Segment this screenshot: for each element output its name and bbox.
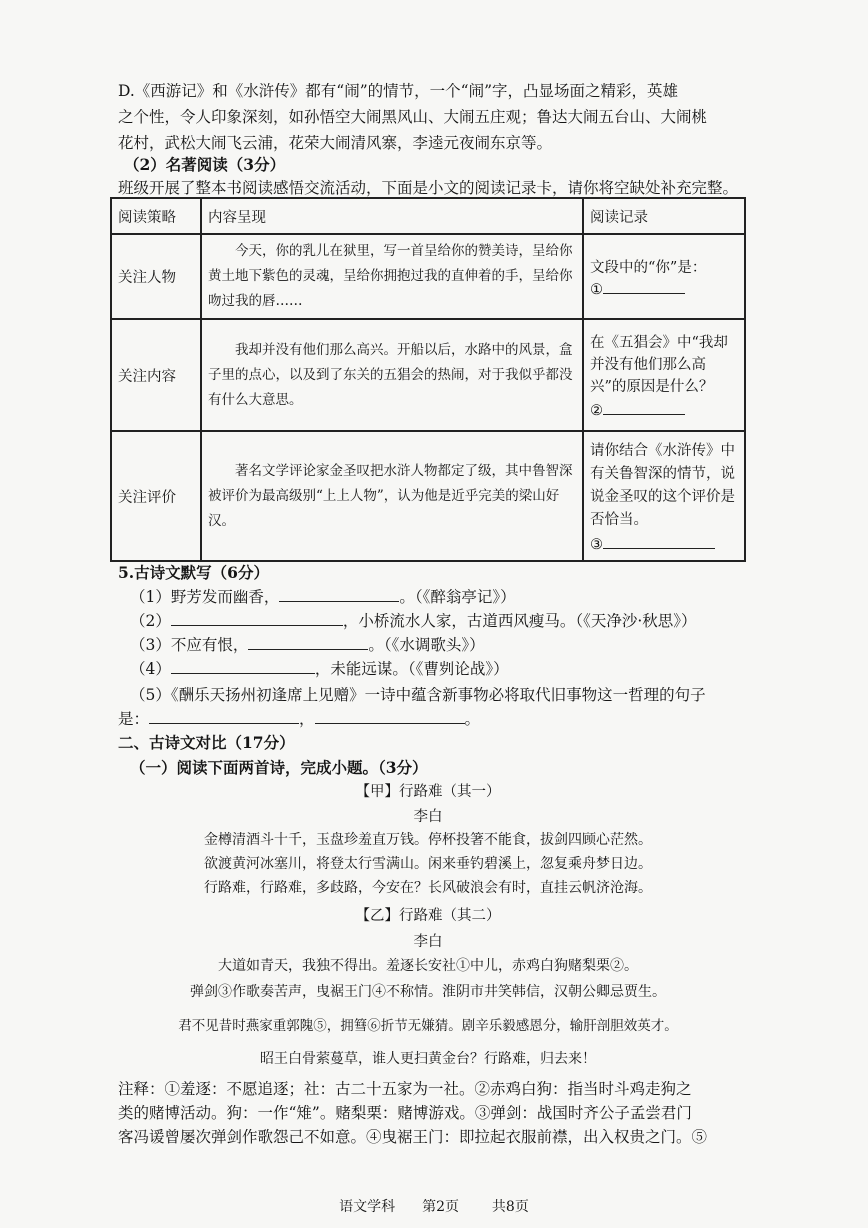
row-content: 今天，你的乳儿在狱里，写一首呈给你的赞美诗，呈给你黄土地下紫色的灵魂，呈给你拥抱过我的直伸着的手，呈给你吻过我的唇…… — [201, 234, 583, 319]
intro-line-1: D.《西游记》和《水浒传》都有“闹”的情节，一个“闹”字，凸显场面之精彩，英雄 — [118, 82, 679, 100]
poem-b-line: 弹剑③作歌奏苦声，曳裾王门④不称情。淮阴市井笑韩信，汉朝公卿忌贾生。 — [190, 984, 666, 1000]
row-record: 请你结合《水浒传》中有关鲁智深的情节，说说金圣叹的这个评价是否恰当。 — [590, 442, 735, 528]
footer-subject: 语文学科 — [339, 1199, 396, 1215]
q5-item-5-answer-line — [118, 707, 758, 731]
row-content: 著名文学评论家金圣叹把水浒人物都定了级，其中鲁智深被评价为最高级别“上上人物”，认为他是近乎完美的梁山好汉。 — [201, 431, 583, 561]
poem-b-line: 君不见昔时燕家重郭隗⑤，拥篲⑥折节无嫌猜。剧辛乐毅感恩分，输肝剖胆效英才。 — [178, 1018, 678, 1034]
fill-blank[interactable] — [171, 609, 343, 626]
item-text: 野芳发而幽香， — [170, 588, 280, 606]
row-record-cell — [583, 234, 745, 319]
table-row — [111, 431, 745, 561]
item-text: 。（《水调歌头》） — [368, 636, 485, 654]
poem-a-author: 李白 — [413, 809, 443, 825]
table-header-row — [111, 198, 745, 234]
poem-a-line: 欲渡黄河冰塞川，将登太行雪满山。闲来垂钓碧溪上，忽复乘舟梦日边。 — [204, 856, 652, 872]
section-2-description: 班级开展了整本书阅读感悟交流活动，下面是小文的阅读记录卡，请你将空缺处补充完整。 — [118, 179, 739, 197]
poem-a-line: 金樽清酒斗十千，玉盘珍羞直万钱。停杯投箸不能食，拔剑四顾心茫然。 — [204, 832, 652, 848]
row-strategy: 关注人物 — [111, 234, 201, 319]
fill-blank[interactable] — [171, 657, 315, 674]
q5-item-2 — [130, 609, 770, 633]
reading-record-table — [110, 197, 746, 562]
item-text: 。 — [464, 710, 481, 728]
item-number: （2） — [130, 612, 171, 630]
answer-marker: ③ — [590, 536, 603, 553]
notes-line-3: 客冯谖曾屡次弹剑作歌怨己不如意。④曳裾王门：即拉起衣服前襟，出入权贵之门。⑤ — [118, 1128, 708, 1146]
poem-b-line: 昭王白骨萦蔓草，谁人更扫黄金台？行路难，归去来！ — [260, 1051, 596, 1067]
item-text: 不应有恨， — [170, 636, 249, 654]
header-strategy: 阅读策略 — [111, 198, 201, 234]
q5-item-4 — [130, 657, 770, 681]
answer-marker: ① — [590, 281, 603, 298]
page-footer — [0, 1196, 868, 1216]
poem-b-title: 【乙】行路难（其二） — [355, 908, 501, 924]
row-content: 我却并没有他们那么高兴。开船以后，水路中的风景，盒子里的点心，以及到了东关的五猖会的热闹，对于我似乎都没有什么大意思。 — [201, 319, 583, 431]
row-strategy: 关注评价 — [111, 431, 201, 561]
row-record: 文段中的“你”是： — [590, 259, 707, 276]
table-row — [111, 234, 745, 319]
row-strategy: 关注内容 — [111, 319, 201, 431]
row-record-cell — [583, 431, 745, 561]
section-2-heading: （2）名著阅读（3分） — [124, 155, 286, 174]
q5-item-5: （5）《酬乐天扬州初逢席上见赠》一诗中蕴含新事物必将取代旧事物这一哲理的句子 — [130, 686, 706, 704]
item-number: （3） — [130, 636, 171, 654]
answer-blank[interactable] — [603, 277, 685, 294]
intro-line-2: 之个性，令人印象深刻，如孙悟空大闹黑风山、大闹五庄观；鲁达大闹五台山、大闹桃 — [118, 108, 708, 126]
answer-blank[interactable] — [603, 398, 685, 415]
row-record-cell — [583, 319, 745, 431]
item-text: ，小桥流水人家，古道西风瘦马。（《天净沙·秋思》） — [342, 612, 697, 630]
fill-blank[interactable] — [248, 633, 368, 650]
poem-a-title: 【甲】行路难（其一） — [355, 784, 501, 800]
fill-blank[interactable] — [315, 707, 465, 724]
item-text: ，未能远谋。（《曹刿论战》） — [314, 660, 509, 678]
poem-a-line: 行路难，行路难，多歧路，今安在？长风破浪会有时，直挂云帆济沧海。 — [204, 880, 652, 896]
item-number: （4） — [130, 660, 171, 678]
notes-line-1: 注释：①羞逐：不愿追逐；社：古二十五家为一社。②赤鸡白狗：指当时斗鸡走狗之 — [118, 1080, 692, 1098]
row-record: 在《五猖会》中“我却并没有他们那么高兴”的原因是什么？ — [590, 334, 728, 395]
item-text: 。（《醉翁亭记》） — [399, 588, 516, 606]
part-2-subheading: （一）阅读下面两首诗，完成小题。（3分） — [130, 758, 428, 777]
footer-page-number: 第2页 — [422, 1199, 459, 1215]
item-number: （1） — [130, 588, 171, 606]
answer-blank[interactable] — [603, 532, 715, 549]
q5-heading: 5.古诗文默写（6分） — [118, 563, 269, 582]
fill-blank[interactable] — [279, 585, 399, 602]
part-2-heading: 二、古诗文对比（17分） — [118, 733, 295, 752]
intro-line-3: 花村，武松大闹飞云浦，花荣大闹清风寨，李逵元夜闹东京等。 — [118, 134, 553, 152]
fill-blank[interactable] — [149, 707, 299, 724]
item-text: ， — [299, 710, 315, 728]
footer-total-pages: 共8页 — [491, 1199, 529, 1215]
header-record: 阅读记录 — [583, 198, 745, 234]
notes-line-2: 类的赌博活动。狗：一作“雉”。赌梨栗：赌博游戏。③弹剑：战国时齐公子孟尝君门 — [118, 1104, 692, 1122]
header-content: 内容呈现 — [201, 198, 583, 234]
q5-item-3 — [130, 633, 770, 657]
poem-b-author: 李白 — [413, 934, 443, 950]
item-text: 是： — [118, 710, 150, 728]
q5-item-1 — [130, 585, 770, 609]
table-row — [111, 319, 745, 431]
answer-marker: ② — [590, 402, 603, 419]
poem-b-line: 大道如青天，我独不得出。羞逐长安社①中儿，赤鸡白狗赌梨栗②。 — [218, 958, 638, 974]
